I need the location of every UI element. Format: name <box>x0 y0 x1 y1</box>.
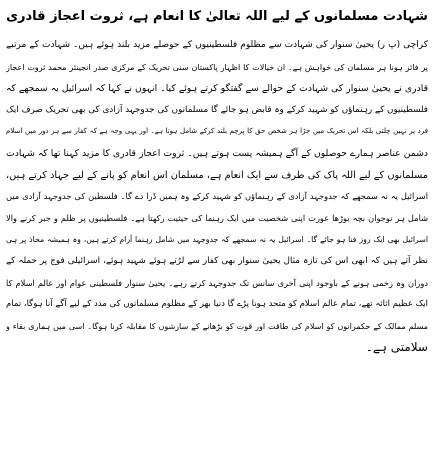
article-body <box>6 35 428 359</box>
body-line: ایک عظیم اثاثہ تھے، تمام عالم اسلام کو متحد ہونا پڑے گا دنیا بھر کے مظلوم مسلمانوں کی مدد کے لیے آگے آنا ہوگا، تمام <box>6 299 428 310</box>
body-line: نظر آتے ہیں کہ ابھی اس کی تازہ مثال یحییٰ سنوار بھی کفار سے لڑتے ہوئے شہید ہوئے، اسرائیلی فوج پر حملہ کے <box>6 255 428 266</box>
body-line: اسرائیل بھی ایک روز فنا ہو جائے گا۔ اسرائیل یہ نہ سمجھے کہ جدوجہد میں شامل رہنما آرام کرتے ہیں، وہ ہمیشہ محاذ پر ہی <box>6 235 428 245</box>
body-line: شامل ہر نوجوان بچہ بوڑھا عورت اپنی شخصیت میں ایک رہنما کی حیثیت رکھتا ہے۔ فلسطینیوں پر ظلم و جبر کرنے والا <box>6 212 428 223</box>
body-line: مسلمانوں کے لیے اللہ پاک کی طرف سے ایک انعام ہے، مسلمان اس انعام کو پانے کے لیے جہاد کرتے ہیں، <box>6 169 428 181</box>
body-line: کراچی (پ ر) یحییٰ سنوار کی شہادت سے مظلوم فلسطینیوں کے حوصلے مزید بلند ہوئے ہیں۔ شہادت کے مرتبے <box>6 40 428 50</box>
body-line: اسرائیل یہ نہ سمجھے کہ جدوجہد آزادی کے رہنماؤں کو شہید کرکے وہ ہمیں ڈرا دے گا۔ فلسطین کی جدوجہد آزادی میں <box>6 191 428 202</box>
body-line: قادری نے یحییٰ سنوار کی شہادت کے حوالے سے گفتگو کرتے ہوئے کیا۔ انہوں نے کہا کہ اسرائیل یہ سمجھے کہ <box>6 83 428 95</box>
body-line: دوران وہ زخمی ہونے کے باوجود اپنی آخری سانس تک جدوجہد کرتے رہے۔ یحییٰ سنوار فلسطینی عوام اور عالم اسلام کا <box>6 277 428 288</box>
body-line: فرد پر نہیں چلتی بلکہ اس تحریک میں جڑا ہر شخص حق کا پرچم بلند کرکے شامل ہوتا ہے۔ اور یہی وجہ ہے کہ کفار سے ہر دور میں اسلام <box>6 127 428 136</box>
body-line: سلامتی ہے۔ <box>365 340 428 355</box>
body-line: دشمن عناصر ہمارے حوصلوں کے آگے ہمیشہ پست ہوتے ہیں۔ ثروت اعجاز قادری کا مزید کہنا تھا کہ شہادت <box>6 147 428 159</box>
body-line: مسلم ممالک کے حکمرانوں کو اسلام کی طاقت اور قوت کو بڑھانے کے سازشوں کا مقابلہ کرنا ہوگا۔ اسی میں ہماری بقاء و <box>6 321 428 331</box>
body-line: پر فائز ہونا ہر مسلمان کی خواہش ہے۔ ان خیالات کا اظہار پاکستان سنی تحریک کے مرکزی صدر انجینئر محمد ثروت اعجاز <box>6 62 428 72</box>
headline: شہادت مسلمانوں کے لیے اللہ تعالیٰ کا انعام ہے، ثروت اعجاز قادری <box>6 9 428 24</box>
body-line: فلسطینیوں کے رہنماؤں کو شہید کرکے وہ قابض ہو جائے گا مسلمانوں کی جدوجہد آزادی کی بھی تحریک صرف ایک <box>6 104 428 115</box>
